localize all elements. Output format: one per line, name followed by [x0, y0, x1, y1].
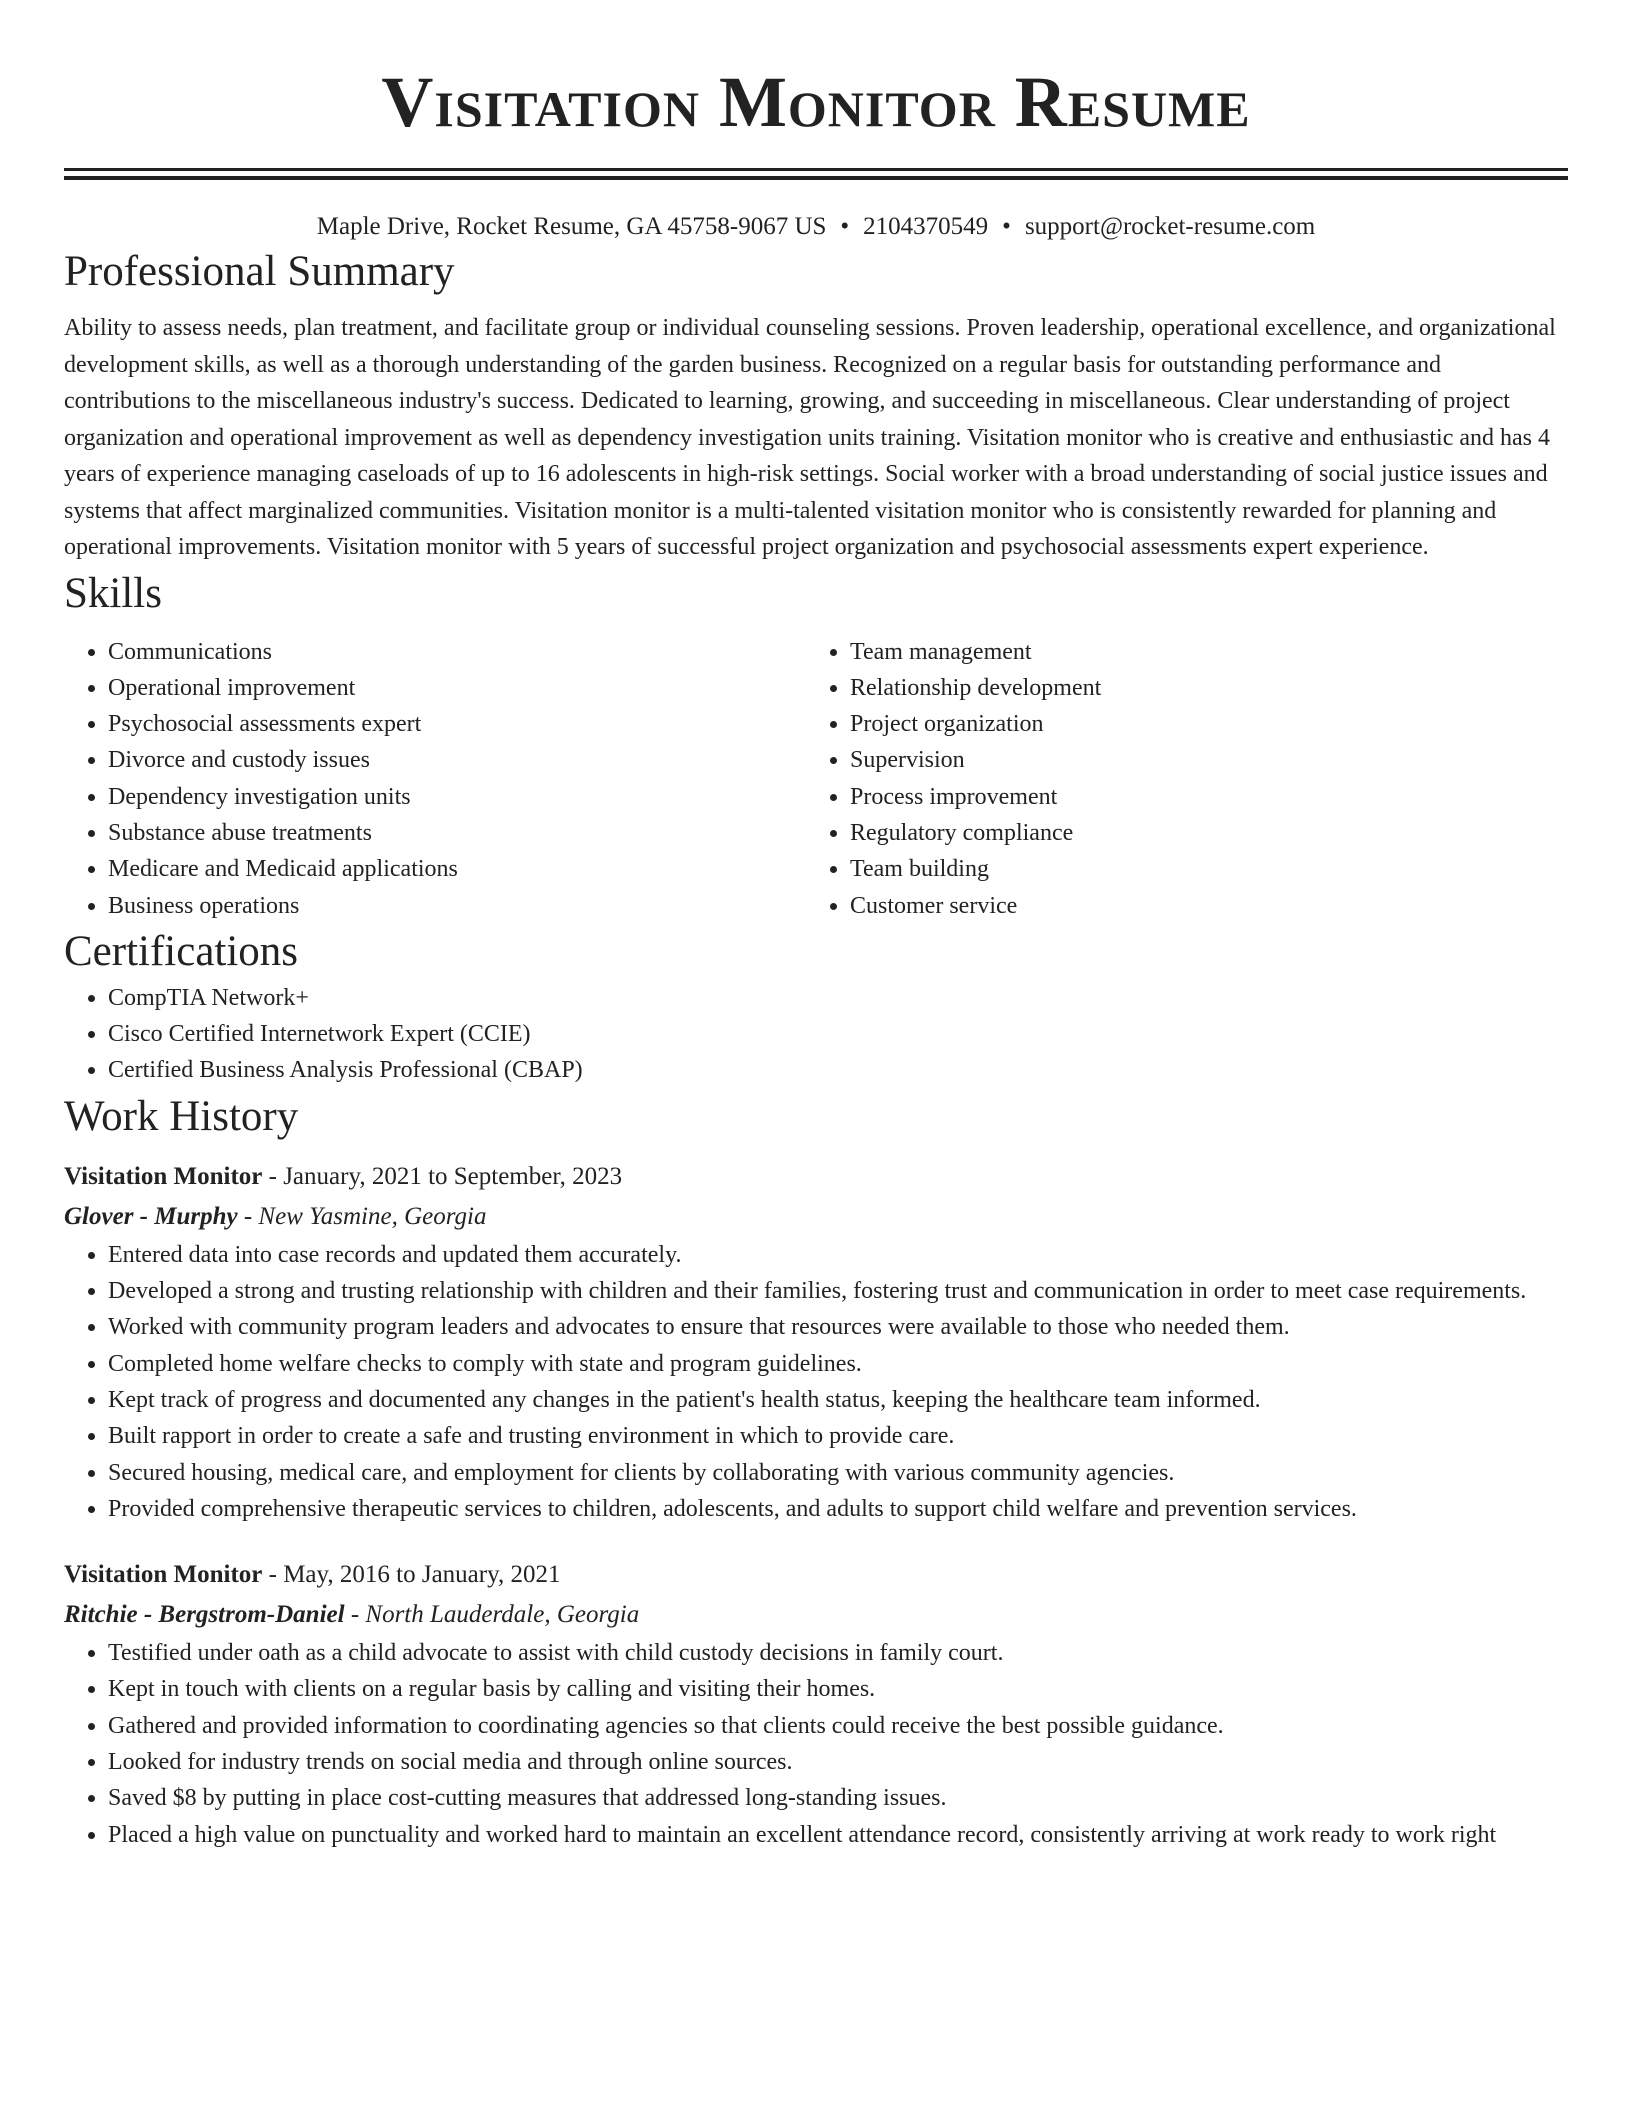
skills-heading: Skills: [64, 569, 162, 617]
skills-list-right: [806, 634, 1548, 924]
contact-email: support@rocket-resume.com: [1024, 213, 1316, 240]
job-dates: - January, 2021 to September, 2023: [262, 1162, 623, 1190]
job-header: [64, 1555, 1568, 1595]
resume-title: Visitation Monitor Resume: [381, 62, 1251, 142]
certifications-heading: Certifications: [64, 927, 299, 975]
job-duty: • Provided comprehensive therapeutic services to children, adolescents, and adults to support child welfare and prevention services.: [108, 1491, 1568, 1527]
job-duty: • Looked for industry trends on social media and through online sources.: [108, 1744, 1568, 1780]
contact-phone: 2104370549: [863, 213, 989, 240]
job-duty: • Worked with community program leaders and advocates to ensure that resources were available to those who needed them.: [108, 1309, 1568, 1345]
job-duty: • Kept in touch with clients on a regular basis by calling and visiting their homes.: [108, 1671, 1568, 1707]
job-employer: [64, 1197, 1568, 1237]
skill-item: • Team management: [850, 634, 1548, 670]
job-duty: • Testified under oath as a child advocate to assist with child custody decisions in family court.: [108, 1635, 1568, 1671]
job-duty: • Kept track of progress and documented any changes in the patient's health status, keeping the healthcare team informed.: [108, 1382, 1568, 1418]
job-location: - North Lauderdale, Georgia: [344, 1601, 640, 1629]
job-duty: • Completed home welfare checks to comply with state and program guidelines.: [108, 1346, 1568, 1382]
job-duty: • Saved $8 by putting in place cost-cutting measures that addressed long-standing issues.: [108, 1780, 1568, 1816]
skill-item: • Team building: [850, 851, 1548, 887]
summary-text: Ability to assess needs, plan treatment, and facilitate group or individual counseling sessions. Proven leadership, operational excellence, and organizational development skills, as well as a thorough understanding of the garden business. Recognized on a regular basis for outstanding performance and contributions to the miscellaneous industry's success. Dedicated to learning, growing, and succeeding in miscellaneous. Clear understanding of project organization and operational improvement as well as dependency investigation units training. Visitation monitor who is creative and enthusiastic and has 4 years of experience managing caseloads of up to 16 adolescents in high-risk settings. Social worker with a broad understanding of social justice issues and systems that affect marginalized communities. Visitation monitor is a multi-talented visitation monitor who is consistently rewarded for planning and operational improvements. Visitation monitor with 5 years of successful project organization and psychosocial assessments expert experience.: [64, 315, 1556, 560]
job-duty: • Developed a strong and trusting relationship with children and their families, fostering trust and communication in order to meet case requirements.: [108, 1273, 1568, 1309]
skills-columns: [64, 634, 1568, 924]
job-duty: • Secured housing, medical care, and employment for clients by collaborating with various community agencies.: [108, 1455, 1568, 1491]
skill-item: • Process improvement: [850, 779, 1548, 815]
job-duties-list: [64, 1635, 1568, 1853]
skill-item: • Relationship development: [850, 670, 1548, 706]
skill-item: • Communications: [108, 634, 806, 670]
job-duty: • Gathered and provided information to coordinating agencies so that clients could receive the best possible guidance.: [108, 1708, 1568, 1744]
summary-heading: Professional Summary: [64, 248, 455, 295]
contact-address: Maple Drive, Rocket Resume, GA 45758-9067 US: [316, 213, 827, 240]
job-header: [64, 1157, 1568, 1197]
skill-item: • Operational improvement: [108, 670, 806, 706]
skill-item: • Customer service: [850, 888, 1548, 924]
skill-item: • Business operations: [108, 888, 806, 924]
job-location: - New Yasmine, Georgia: [237, 1202, 487, 1230]
job-duty: • Entered data into case records and updated them accurately.: [108, 1237, 1568, 1273]
skill-item: • Project organization: [850, 706, 1548, 742]
skill-item: • Medicare and Medicaid applications: [108, 851, 806, 887]
certification-item: • CompTIA Network+: [108, 980, 1568, 1016]
job-role: Visitation Monitor: [64, 1561, 263, 1589]
certification-item: • Cisco Certified Internetwork Expert (CCIE): [108, 1016, 1568, 1052]
title-divider: [64, 168, 1568, 180]
job-entry: [64, 1555, 1568, 1853]
contact-separator: •: [840, 213, 850, 240]
job-duty: • Built rapport in order to create a safe and trusting environment in which to provide care.: [108, 1418, 1568, 1454]
job-duty: • Placed a high value on punctuality and worked hard to maintain an excellent attendance record, consistently arriving at work ready to work right: [108, 1817, 1568, 1853]
job-company: Glover - Murphy: [64, 1202, 238, 1230]
job-role: Visitation Monitor: [64, 1162, 263, 1190]
job-employer: [64, 1595, 1568, 1635]
job-entry: [64, 1157, 1568, 1527]
certifications-list: [64, 980, 1568, 1089]
skill-item: • Supervision: [850, 742, 1548, 778]
job-duties-list: [64, 1237, 1568, 1527]
skills-list-left: [64, 634, 806, 924]
certification-item: • Certified Business Analysis Professional (CBAP): [108, 1052, 1568, 1088]
contact-separator: •: [1002, 213, 1011, 240]
skill-item: • Substance abuse treatments: [108, 815, 806, 851]
job-company: Ritchie - Bergstrom-Daniel: [64, 1601, 345, 1629]
work-history-heading: Work History: [64, 1092, 299, 1140]
skill-item: • Regulatory compliance: [850, 815, 1548, 851]
skill-item: • Psychosocial assessments expert: [108, 706, 806, 742]
skill-item: • Dependency investigation units: [108, 779, 806, 815]
skill-item: • Divorce and custody issues: [108, 742, 806, 778]
contact-line: [64, 210, 1568, 244]
job-dates: - May, 2016 to January, 2021: [262, 1561, 561, 1589]
